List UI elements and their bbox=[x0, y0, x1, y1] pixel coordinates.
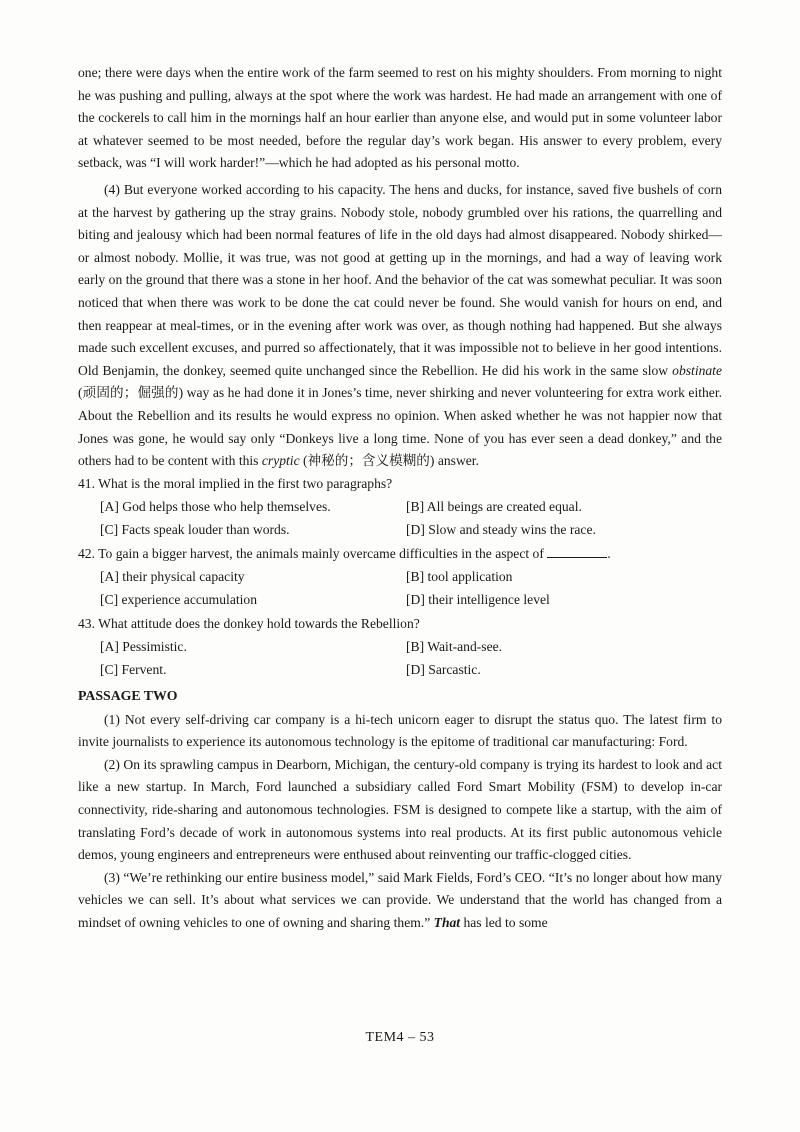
passage-one-paragraph-continued: one; there were days when the entire work of the farm seemed to rest on his mighty shoulders. From morning to night he was pushing and pulling, always at the spot where the work was hardest. He had made an arrangement with one of the cockerels to call him in the mornings half an hour earlier than anyone else, and would put in some volunteer labor at whatever seemed to be most needed, before the regular day’s work began. His answer to every problem, every setback, was “I will work harder!”—which he had adopted as his personal motto. bbox=[78, 65, 722, 171]
passage-two-paragraph-3 bbox=[78, 867, 722, 935]
question-42-option-c[interactable]: [C] experience accumulation bbox=[100, 591, 258, 607]
passage-two-paragraph-1: (1) Not every self-driving car company is a hi-tech unicorn eager to disrupt the status quo. The latest firm to invite journalists to experience its autonomous technology is the epitome of traditional car manufacturing: Ford. bbox=[78, 711, 722, 750]
question-43-stem: 43. What attitude does the donkey hold towards the Rebellion? bbox=[78, 615, 420, 631]
paragraph-4-text-c: answer. bbox=[437, 453, 479, 469]
question-41-option-a[interactable]: [A] God helps those who help themselves. bbox=[100, 498, 331, 514]
question-41-option-b[interactable]: [B] All beings are created equal. bbox=[406, 498, 582, 514]
page-footer: TEM4 – 53 bbox=[365, 1030, 435, 1045]
question-41-stem: 41. What is the moral implied in the first two paragraphs? bbox=[78, 475, 393, 491]
paragraph-4-text-a: (4) But everyone worked according to his capacity. The hens and ducks, for instance, saved five bushels of corn at the harvest by gathering up the stray grains. Nobody stole, nobody grumbled over his rations, the quarrelling and biting and jealousy which had been normal features of life in the old days had almost disappeared. Nobody shirked—or almost nobody. Mollie, it was true, was not good at getting up in the mornings, and had a way of leaving work early on the ground that there was a stone in her hoof. And the behavior of the cat was somewhat peculiar. It was soon noticed that when there was work to be done the cat could never be found. She would vanish for hours on end, and then reappear at meal-times, or in the evening after work was over, as though nothing had happened. But she always made such excellent excuses, and purred so affectionately, that it was impossible not to believe in her good intentions. Old Benjamin, the donkey, seemed quite unchanged since the Rebellion. He did his work in the same slow bbox=[78, 181, 722, 378]
question-42-stem-end: . bbox=[607, 545, 611, 561]
question-41-option-d[interactable]: [D] Slow and steady wins the race. bbox=[406, 521, 596, 537]
question-42-option-d[interactable]: [D] their intelligence level bbox=[406, 591, 550, 607]
passage-one-paragraph-4 bbox=[78, 179, 722, 473]
paragraph-4-text-b: way as he had done it in Jones’s time, never shirking and never volunteering for extra work either. About the Rebellion and its results he would express no opinion. When asked whether he was not happier now that Jones was gone, he would say only “Donkeys live a long time. None of you has ever seen a dead donkey,” and the others had to be content with this bbox=[78, 385, 723, 469]
passage-two-paragraph-2: (2) On its sprawling campus in Dearborn, Michigan, the century-old company is trying its hardest to look and act like a new startup. In March, Ford launched a subsidiary called Ford Smart Mobility (FSM) to develop in-car connectivity, ride-sharing and autonomous technologies. FSM is designed to compete like a startup, with the aim of translating Ford’s decade of work in autonomous systems into real products. At its first public autonomous vehicle demos, young engineers and entrepreneurs were enthused about reinventing our traffic-clogged cities. bbox=[78, 756, 722, 863]
question-43-option-a[interactable]: [A] Pessimistic. bbox=[100, 638, 187, 654]
gloss-obstinate: (顽固的；倔强的) bbox=[78, 385, 187, 401]
question-42-option-a[interactable]: [A] their physical capacity bbox=[100, 568, 245, 584]
question-41-option-c[interactable]: [C] Facts speak louder than words. bbox=[100, 521, 290, 537]
answer-blank[interactable] bbox=[547, 545, 607, 558]
question-41-options bbox=[100, 495, 722, 541]
emphasized-that: That bbox=[433, 915, 461, 931]
question-42-stem bbox=[78, 543, 722, 565]
question-42-options bbox=[100, 565, 722, 611]
vocab-cryptic: cryptic bbox=[261, 453, 300, 469]
question-43-option-b[interactable]: [B] Wait-and-see. bbox=[406, 638, 503, 654]
question-43-option-c[interactable]: [C] Fervent. bbox=[100, 661, 167, 677]
question-42-option-b[interactable]: [B] tool application bbox=[406, 568, 513, 584]
passage-two-title: PASSAGE TWO bbox=[78, 687, 178, 703]
paragraph-3-text-a: (3) “We’re rethinking our entire business model,” said Mark Fields, Ford’s CEO. “It’s no longer about how many vehicles we can sell. It’s about what services we can provide. We understand that the world has changed from a mindset of owning vehicles to one of owning and sharing them.” bbox=[78, 869, 722, 931]
question-42-stem-text: 42. To gain a bigger harvest, the animals mainly overcame difficulties in the aspect of bbox=[78, 545, 544, 561]
paragraph-3-text-b: has led to some bbox=[460, 915, 548, 931]
question-43-option-d[interactable]: [D] Sarcastic. bbox=[406, 661, 481, 677]
vocab-obstinate: obstinate bbox=[672, 362, 722, 378]
question-43-options bbox=[100, 635, 722, 681]
gloss-cryptic: (神秘的；含义模糊的) bbox=[299, 453, 438, 469]
